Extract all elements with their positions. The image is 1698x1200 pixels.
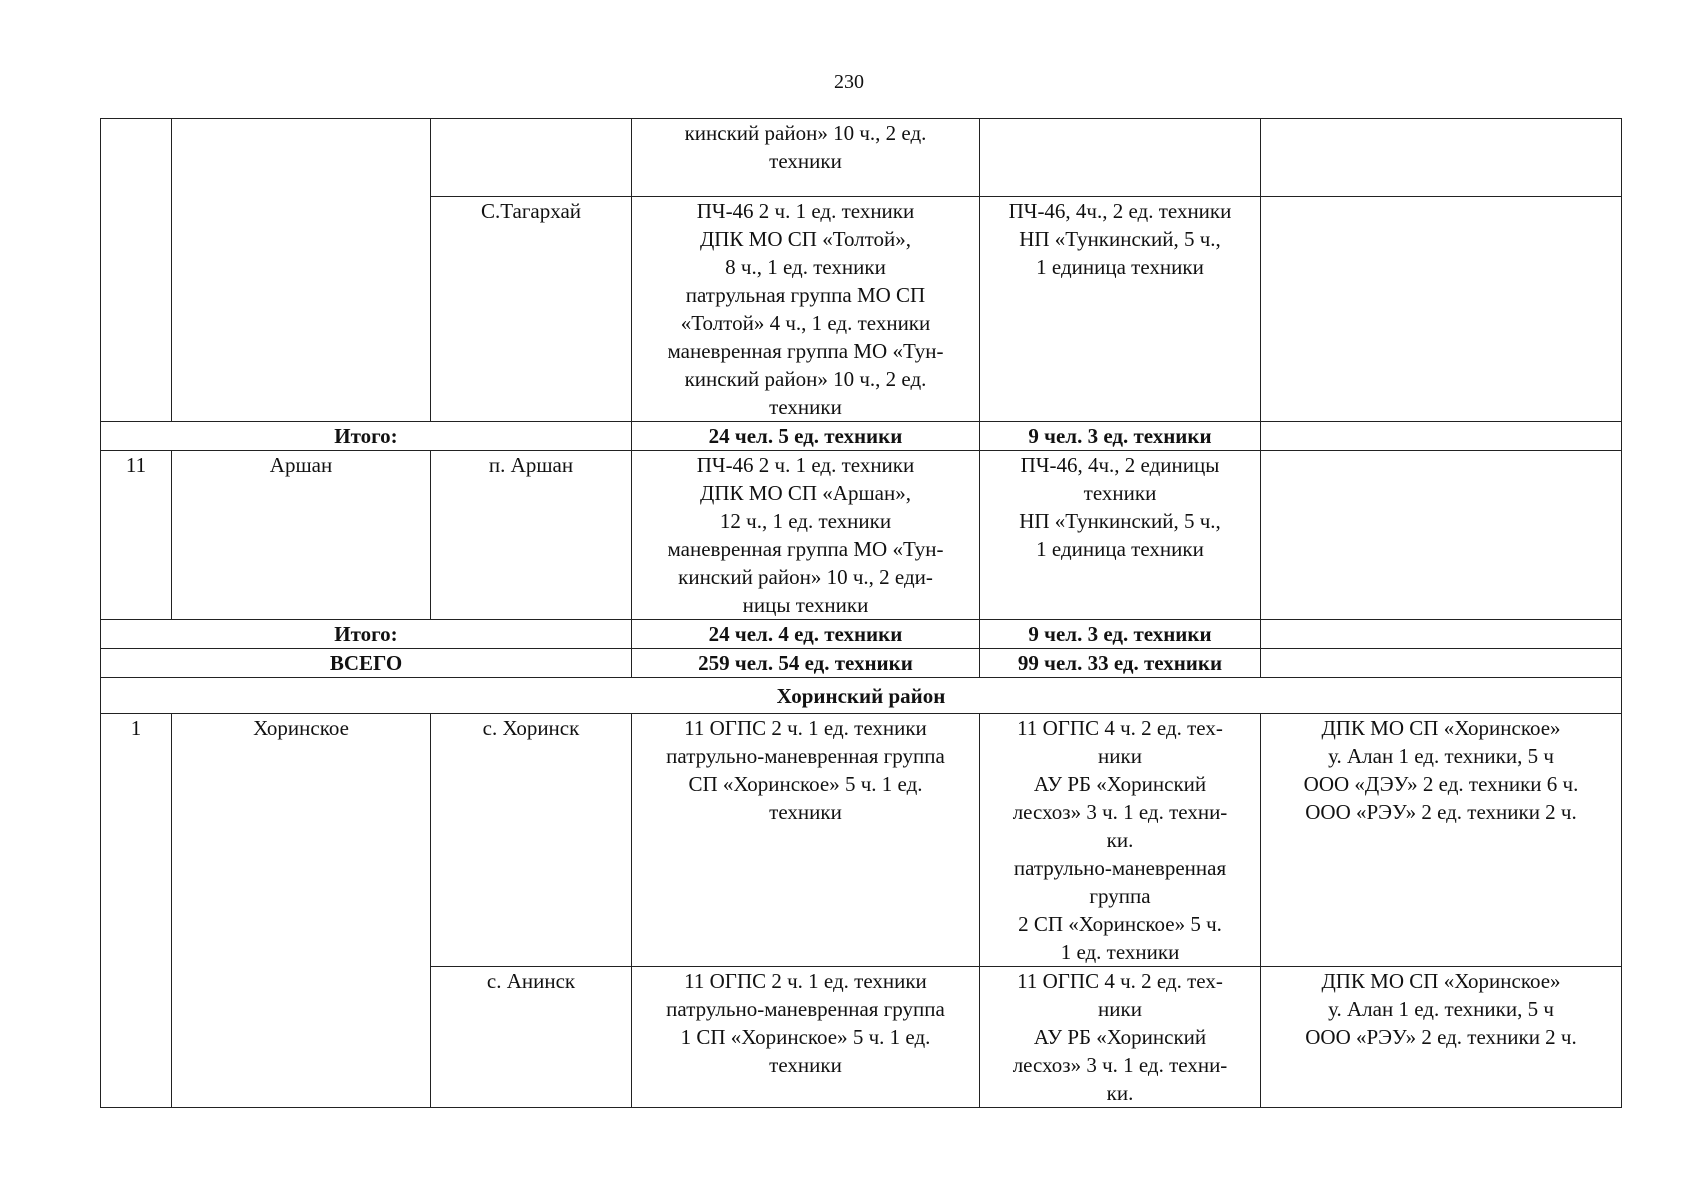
table-row — [101, 714, 1622, 967]
grand-total-row — [101, 649, 1622, 678]
forces-cell: 11 ОГПС 2 ч. 1 ед. техники патрульно-маневренная группа 1 СП «Хоринское» 5 ч. 1 ед. техники — [632, 967, 980, 1108]
extra-cell — [1261, 620, 1622, 649]
extra-cell — [1261, 451, 1622, 620]
total-reserve: 9 чел. 3 ед. техники — [980, 620, 1261, 649]
total-reserve: 9 чел. 3 ед. техники — [980, 422, 1261, 451]
locality-cell: С.Тагархай — [431, 197, 632, 422]
section-title: Хоринский район — [101, 678, 1622, 714]
total-label: Итого: — [101, 422, 632, 451]
number-cell: 1 — [101, 714, 172, 1108]
settlement-cell: Хоринское — [172, 714, 431, 1108]
total-label: Итого: — [101, 620, 632, 649]
table-row — [101, 119, 1622, 197]
total-row — [101, 620, 1622, 649]
forces-cell: ПЧ-46 2 ч. 1 ед. техники ДПК МО СП «Аршан», 12 ч., 1 ед. техники маневренная группа МО «Тун- кинский район» 10 ч., 2 еди- ницы техники — [632, 451, 980, 620]
extra-cell: ДПК МО СП «Хоринское» у. Алан 1 ед. техники, 5 ч ООО «РЭУ» 2 ед. техники 2 ч. — [1261, 967, 1622, 1108]
number-cell: 11 — [101, 451, 172, 620]
reserve-cell: 11 ОГПС 4 ч. 2 ед. тех- ники АУ РБ «Хоринский лесхоз» 3 ч. 1 ед. техни- ки. — [980, 967, 1261, 1108]
page-number: 230 — [834, 71, 864, 93]
extra-cell — [1261, 422, 1622, 451]
extra-cell: ДПК МО СП «Хоринское» у. Алан 1 ед. техники, 5 ч ООО «ДЭУ» 2 ед. техники 6 ч. ООО «РЭУ» 2 ед. техники 2 ч. — [1261, 714, 1622, 967]
total-forces: 24 чел. 4 ед. техники — [632, 620, 980, 649]
forces-cell: кинский район» 10 ч., 2 ед. техники — [632, 119, 980, 197]
grand-total-forces: 259 чел. 54 ед. техники — [632, 649, 980, 678]
locality-cell: п. Аршан — [431, 451, 632, 620]
extra-cell — [1261, 197, 1622, 422]
reserve-cell: ПЧ-46, 4ч., 2 единицы техники НП «Тункинский, 5 ч., 1 единица техники — [980, 451, 1261, 620]
total-row — [101, 422, 1622, 451]
grand-total-reserve: 99 чел. 33 ед. техники — [980, 649, 1261, 678]
locality-cell — [431, 119, 632, 197]
resources-table — [100, 118, 1622, 1108]
section-row — [101, 678, 1622, 714]
extra-cell — [1261, 649, 1622, 678]
extra-cell — [1261, 119, 1622, 197]
forces-cell: 11 ОГПС 2 ч. 1 ед. техники патрульно-маневренная группа СП «Хоринское» 5 ч. 1 ед. техники — [632, 714, 980, 967]
number-cell — [101, 119, 172, 422]
table-row — [101, 451, 1622, 620]
total-forces: 24 чел. 5 ед. техники — [632, 422, 980, 451]
locality-cell: с. Хоринск — [431, 714, 632, 967]
locality-cell: с. Анинск — [431, 967, 632, 1108]
forces-cell: ПЧ-46 2 ч. 1 ед. техники ДПК МО СП «Толтой», 8 ч., 1 ед. техники патрульная группа МО СП «Толтой» 4 ч., 1 ед. техники маневренная группа МО «Тун- кинский район» 10 ч., 2 ед. техники — [632, 197, 980, 422]
grand-total-label: ВСЕГО — [101, 649, 632, 678]
settlement-cell: Аршан — [172, 451, 431, 620]
settlement-cell — [172, 119, 431, 422]
reserve-cell: 11 ОГПС 4 ч. 2 ед. тех- ники АУ РБ «Хоринский лесхоз» 3 ч. 1 ед. техни- ки. патрульно-маневренная группа 2 СП «Хоринское» 5 ч. 1 ед. техники — [980, 714, 1261, 967]
reserve-cell — [980, 119, 1261, 197]
reserve-cell: ПЧ-46, 4ч., 2 ед. техники НП «Тункинский, 5 ч., 1 единица техники — [980, 197, 1261, 422]
